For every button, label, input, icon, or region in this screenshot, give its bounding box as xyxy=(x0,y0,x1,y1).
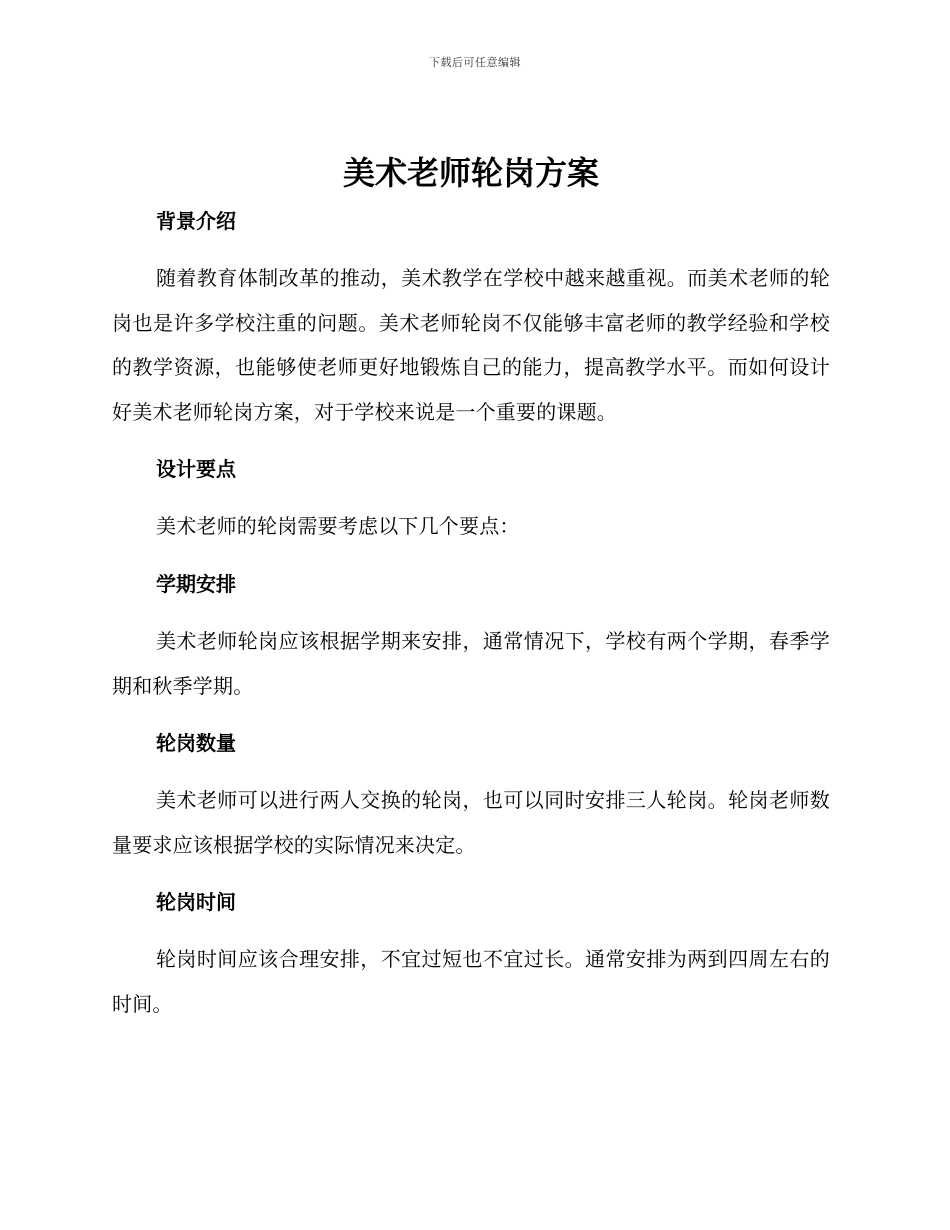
header-note: 下载后可任意编辑 xyxy=(429,56,521,69)
section-paragraph-rotation-time: 轮岗时间应该合理安排，不宜过短也不宜过长。通常安排为两到四周左右的时间。 xyxy=(112,947,830,1016)
section-heading-design-points: 设计要点 xyxy=(156,457,236,482)
document-title: 美术老师轮岗方案 xyxy=(342,154,599,192)
section-heading-rotation-count: 轮岗数量 xyxy=(156,731,236,756)
section-paragraph-rotation-count: 美术老师可以进行两人交换的轮岗，也可以同时安排三人轮岗。轮岗老师数量要求应该根据学校的实际情况来决定。 xyxy=(112,788,830,857)
section-paragraph-design-points: 美术老师的轮岗需要考虑以下几个要点： xyxy=(156,514,520,539)
section-heading-rotation-time: 轮岗时间 xyxy=(156,890,236,915)
section-heading-semester: 学期安排 xyxy=(156,571,236,596)
section-paragraph-background: 随着教育体制改革的推动，美术教学在学校中越来越重视。而美术老师的轮岗也是许多学校注重的问题。美术老师轮岗不仅能够丰富老师的教学经验和学校的教学资源，也能够使老师更好地锻炼自己的能力，提高教学水平。而如何设计好美术老师轮岗方案，对于学校来说是一个重要的课题。 xyxy=(112,266,830,424)
section-heading-background: 背景介绍 xyxy=(156,209,236,233)
document-body xyxy=(112,150,830,1027)
section-paragraph-semester: 美术老师轮岗应该根据学期来安排，通常情况下，学校有两个学期，春季学期和秋季学期。 xyxy=(112,628,830,698)
